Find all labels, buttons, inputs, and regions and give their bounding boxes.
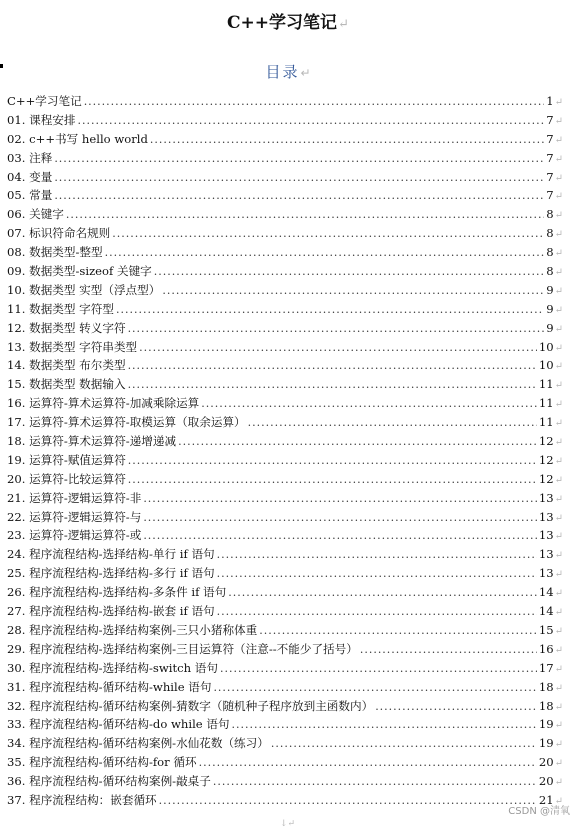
paragraph-mark: ↵ bbox=[554, 720, 563, 732]
toc-entry-page-number[interactable]: 1 bbox=[546, 94, 554, 108]
toc-entry[interactable] bbox=[7, 640, 563, 659]
toc-entry-page-number[interactable]: 14 bbox=[538, 604, 554, 619]
toc-entry[interactable] bbox=[7, 678, 563, 697]
dot-leader bbox=[201, 395, 537, 414]
toc-entry-title[interactable]: 09. 数据类型-sizeof 关键字 bbox=[7, 264, 152, 279]
dot-leader bbox=[105, 244, 545, 263]
toc-entry[interactable] bbox=[7, 564, 563, 583]
paragraph-mark: ↵ bbox=[554, 342, 563, 354]
toc-entry-title[interactable]: 04. 变量 bbox=[7, 169, 53, 184]
toc-entry[interactable] bbox=[7, 621, 563, 640]
dot-leader bbox=[259, 622, 537, 641]
toc-heading-text: 目录 bbox=[265, 63, 300, 81]
paragraph-mark: ↵ bbox=[554, 531, 563, 543]
dot-leader bbox=[143, 490, 537, 509]
paragraph-mark: ↵ bbox=[554, 97, 563, 108]
toc-entry-page-number[interactable]: 10 bbox=[538, 358, 554, 373]
toc-entry[interactable] bbox=[7, 583, 563, 602]
paragraph-mark: ↵ bbox=[554, 758, 563, 770]
toc-entry-title[interactable]: 23. 运算符-逻辑运算符-或 bbox=[7, 528, 142, 543]
toc-entry[interactable] bbox=[7, 545, 563, 564]
toc-entry-title[interactable]: 37. 程序流程结构：嵌套循环 bbox=[7, 792, 157, 807]
table-of-contents bbox=[7, 92, 563, 810]
dot-leader bbox=[112, 225, 544, 244]
toc-entry[interactable] bbox=[7, 772, 563, 791]
paragraph-mark: ↵ bbox=[554, 795, 563, 807]
toc-entry-page-number[interactable]: 11 bbox=[538, 396, 554, 411]
toc-entry-page-number[interactable]: 8 bbox=[546, 245, 554, 260]
toc-entry[interactable] bbox=[7, 92, 563, 111]
toc-entry[interactable] bbox=[7, 130, 563, 149]
toc-entry[interactable] bbox=[7, 186, 563, 205]
dot-leader bbox=[150, 131, 544, 150]
toc-entry-page-number[interactable]: 8 bbox=[546, 207, 554, 222]
dot-leader bbox=[213, 679, 536, 698]
toc-entry-title[interactable]: 10. 数据类型 实型（浮点型） bbox=[7, 282, 161, 297]
toc-entry[interactable] bbox=[7, 262, 563, 281]
paragraph-mark: ↵ bbox=[554, 493, 563, 505]
csdn-watermark: CSDN @清氧 bbox=[508, 806, 570, 817]
toc-entry[interactable] bbox=[7, 319, 563, 338]
toc-entry-title[interactable]: 25. 程序流程结构-选择结构-多行 if 语句 bbox=[7, 566, 215, 581]
toc-entry-page-number[interactable]: 7 bbox=[546, 112, 554, 127]
toc-entry-title[interactable]: 36. 程序流程结构-循环结构案例-敲桌子 bbox=[7, 774, 211, 789]
toc-entry-title[interactable]: 13. 数据类型 字符串类型 bbox=[7, 339, 138, 354]
dot-leader bbox=[162, 282, 544, 301]
toc-entry-page-number[interactable]: 9 bbox=[546, 320, 554, 335]
paragraph-mark: ↵ bbox=[554, 267, 563, 279]
dot-leader bbox=[248, 414, 537, 433]
toc-entry-page-number[interactable]: 7 bbox=[546, 188, 554, 203]
toc-entry[interactable] bbox=[7, 168, 563, 187]
toc-entry-page-number[interactable]: 13 bbox=[538, 566, 554, 581]
toc-entry-page-number[interactable]: 13 bbox=[538, 490, 554, 505]
dot-leader bbox=[271, 735, 537, 754]
toc-entry-page-number[interactable]: 11 bbox=[538, 377, 554, 392]
paragraph-mark: ↵ bbox=[554, 248, 563, 260]
dot-leader bbox=[128, 320, 545, 339]
toc-entry[interactable] bbox=[7, 734, 563, 753]
toc-entry-page-number[interactable]: 7 bbox=[546, 169, 554, 184]
toc-entry-title[interactable]: 16. 运算符-算术运算符-加减乘除运算 bbox=[7, 396, 200, 411]
paragraph-mark: ↵ bbox=[554, 625, 563, 637]
toc-entry-title[interactable]: 19. 运算符-赋值运算符 bbox=[7, 452, 126, 467]
toc-entry-title[interactable]: 32. 程序流程结构-循环结构案例-猜数字（随机种子程序放到主函数内） bbox=[7, 698, 374, 713]
toc-entry-page-number[interactable]: 20 bbox=[538, 774, 554, 789]
toc-entry-title[interactable]: 27. 程序流程结构-选择结构-嵌套 if 语句 bbox=[7, 604, 215, 619]
toc-entry-page-number[interactable]: 20 bbox=[538, 755, 554, 770]
paragraph-mark: ↵ bbox=[554, 474, 563, 486]
toc-entry-title[interactable]: 11. 数据类型 字符型 bbox=[7, 301, 114, 316]
paragraph-mark: ↵ bbox=[554, 361, 563, 373]
dot-leader bbox=[143, 509, 537, 528]
toc-entry[interactable] bbox=[7, 659, 563, 678]
toc-entry[interactable] bbox=[7, 470, 563, 489]
paragraph-mark: ↵ bbox=[300, 66, 311, 80]
toc-entry-page-number[interactable]: 17 bbox=[538, 660, 554, 675]
toc-entry-title[interactable]: 17. 运算符-算术运算符-取模运算（取余运算） bbox=[7, 415, 246, 430]
dot-leader bbox=[143, 527, 537, 546]
toc-entry-page-number[interactable]: 13 bbox=[538, 509, 554, 524]
toc-entry-title[interactable]: 34. 程序流程结构-循环结构案例-水仙花数（练习） bbox=[7, 736, 269, 751]
toc-entry-title[interactable]: C++学习笔记 bbox=[7, 94, 82, 108]
paragraph-mark: ↵ bbox=[554, 134, 563, 146]
dot-leader bbox=[228, 584, 537, 603]
paragraph-mark: ↵ bbox=[554, 607, 563, 619]
toc-entry-title[interactable]: 03. 注释 bbox=[7, 150, 53, 165]
paragraph-mark: ↵ bbox=[554, 512, 563, 524]
dot-leader bbox=[116, 301, 544, 320]
toc-entry[interactable] bbox=[7, 697, 563, 716]
paragraph-mark: ↵ bbox=[554, 644, 563, 656]
toc-entry-title[interactable]: 35. 程序流程结构-循环结构-for 循环 bbox=[7, 755, 197, 770]
toc-entry-page-number[interactable]: 19 bbox=[538, 736, 554, 751]
toc-entry-page-number[interactable]: 19 bbox=[538, 717, 554, 732]
toc-entry[interactable] bbox=[7, 281, 563, 300]
dot-leader bbox=[199, 754, 537, 773]
dot-leader bbox=[66, 206, 544, 225]
paragraph-mark: ↵ bbox=[554, 418, 563, 430]
toc-entry[interactable] bbox=[7, 111, 563, 130]
toc-entry-page-number[interactable]: 12 bbox=[538, 471, 554, 486]
toc-entry-title[interactable]: 30. 程序流程结构-选择结构-switch 语句 bbox=[7, 660, 218, 675]
toc-entry-page-number[interactable]: 10 bbox=[538, 339, 554, 354]
toc-entry[interactable] bbox=[7, 356, 563, 375]
toc-entry[interactable] bbox=[7, 300, 563, 319]
toc-entry-title[interactable]: 15. 数据类型 数据输入 bbox=[7, 377, 126, 392]
toc-entry-page-number[interactable]: 9 bbox=[546, 282, 554, 297]
toc-entry[interactable] bbox=[7, 602, 563, 621]
toc-entry-title[interactable]: 12. 数据类型 转义字符 bbox=[7, 320, 126, 335]
toc-entry[interactable] bbox=[7, 432, 563, 451]
paragraph-mark: ↵ bbox=[554, 437, 563, 449]
dot-leader bbox=[84, 93, 545, 112]
document-title-text: C++学习笔记 bbox=[227, 13, 338, 33]
toc-entry[interactable] bbox=[7, 791, 563, 810]
toc-entry-page-number[interactable]: 8 bbox=[546, 226, 554, 241]
toc-entry[interactable] bbox=[7, 205, 563, 224]
dot-leader bbox=[128, 357, 537, 376]
dot-leader bbox=[78, 112, 545, 131]
toc-entry-title[interactable]: 29. 程序流程结构-选择结构案例-三目运算符（注意--不能少了括号） bbox=[7, 641, 358, 656]
dot-leader bbox=[159, 792, 537, 811]
toc-entry-page-number[interactable]: 18 bbox=[538, 698, 554, 713]
toc-entry-page-number[interactable]: 12 bbox=[538, 434, 554, 449]
toc-entry-page-number[interactable]: 15 bbox=[538, 622, 554, 637]
dot-leader bbox=[54, 150, 544, 169]
toc-entry-page-number[interactable]: 14 bbox=[538, 585, 554, 600]
toc-entry[interactable] bbox=[7, 413, 563, 432]
toc-entry[interactable] bbox=[7, 338, 563, 357]
toc-entry-page-number[interactable]: 7 bbox=[546, 131, 554, 146]
toc-entry[interactable] bbox=[7, 394, 563, 413]
paragraph-mark: ↵ bbox=[338, 17, 349, 32]
toc-entry-title[interactable]: 31. 程序流程结构-循环结构-while 语句 bbox=[7, 679, 212, 694]
toc-entry[interactable] bbox=[7, 715, 563, 734]
toc-entry-title[interactable]: 33. 程序流程结构-循环结构-do while 语句 bbox=[7, 717, 230, 732]
toc-entry-page-number[interactable]: 16 bbox=[538, 641, 554, 656]
paragraph-mark: ↵ bbox=[554, 285, 563, 297]
toc-heading bbox=[0, 61, 576, 82]
dot-leader bbox=[154, 263, 544, 282]
toc-entry-page-number[interactable]: 9 bbox=[546, 301, 554, 316]
paragraph-mark: ↵ bbox=[554, 569, 563, 581]
dot-leader bbox=[217, 546, 537, 565]
toc-entry-title[interactable]: 02. c++书写 hello world bbox=[7, 131, 148, 146]
toc-entry[interactable] bbox=[7, 375, 563, 394]
toc-entry[interactable] bbox=[7, 243, 563, 262]
toc-entry-page-number[interactable]: 13 bbox=[538, 528, 554, 543]
dot-leader bbox=[217, 565, 537, 584]
toc-entry-title[interactable]: 08. 数据类型-整型 bbox=[7, 245, 103, 260]
toc-entry-page-number[interactable]: 7 bbox=[546, 150, 554, 165]
toc-entry-page-number[interactable]: 11 bbox=[538, 415, 554, 430]
dot-leader bbox=[232, 716, 537, 735]
toc-entry-page-number[interactable]: 8 bbox=[546, 264, 554, 279]
paragraph-mark: ↵ bbox=[554, 323, 563, 335]
paragraph-mark: ↵ bbox=[554, 682, 563, 694]
paragraph-mark: ↵ bbox=[554, 153, 563, 165]
dot-leader bbox=[213, 773, 537, 792]
paragraph-mark: ↵ bbox=[554, 701, 563, 713]
toc-entry[interactable] bbox=[7, 451, 563, 470]
toc-entry-page-number[interactable]: 13 bbox=[538, 547, 554, 562]
dot-leader bbox=[375, 698, 537, 717]
toc-entry[interactable] bbox=[7, 526, 563, 545]
paragraph-mark: ↵ bbox=[554, 455, 563, 467]
toc-entry-title[interactable]: 26. 程序流程结构-选择结构-多条件 if 语句 bbox=[7, 585, 227, 600]
toc-entry[interactable] bbox=[7, 753, 563, 772]
dot-leader bbox=[128, 376, 537, 395]
toc-entry-title[interactable]: 05. 常量 bbox=[7, 188, 53, 203]
paragraph-mark: ↵ bbox=[554, 380, 563, 392]
dot-leader bbox=[128, 452, 537, 471]
toc-entry-title[interactable]: 06. 关键字 bbox=[7, 207, 64, 222]
dot-leader bbox=[178, 433, 537, 452]
dot-leader bbox=[360, 641, 537, 660]
paragraph-mark: ↵ bbox=[554, 115, 563, 127]
toc-entry[interactable] bbox=[7, 508, 563, 527]
toc-entry-title[interactable]: 24. 程序流程结构-选择结构-单行 if 语句 bbox=[7, 547, 215, 562]
toc-entry[interactable] bbox=[7, 224, 563, 243]
toc-entry-title[interactable]: 21. 运算符-逻辑运算符-非 bbox=[7, 490, 142, 505]
dot-leader bbox=[54, 187, 544, 206]
toc-entry-page-number[interactable]: 18 bbox=[538, 679, 554, 694]
toc-entry-page-number[interactable]: 12 bbox=[538, 452, 554, 467]
paragraph-mark: ↵ bbox=[554, 399, 563, 411]
dot-leader bbox=[128, 471, 537, 490]
footer-paragraph-mark: ↓↵ bbox=[280, 819, 296, 829]
toc-entry-title[interactable]: 18. 运算符-算术运算符-递增递减 bbox=[7, 434, 177, 449]
paragraph-mark: ↵ bbox=[554, 304, 563, 316]
toc-entry-page-number[interactable]: 21 bbox=[538, 792, 554, 807]
dot-leader bbox=[217, 603, 537, 622]
paragraph-mark: ↵ bbox=[554, 210, 563, 222]
dot-leader bbox=[139, 339, 537, 358]
toc-entry[interactable] bbox=[7, 149, 563, 168]
toc-entry-title[interactable]: 01. 课程安排 bbox=[7, 112, 76, 127]
paragraph-mark: ↵ bbox=[554, 663, 563, 675]
dot-leader bbox=[220, 660, 537, 679]
document-title bbox=[0, 8, 576, 33]
paragraph-mark: ↵ bbox=[554, 172, 563, 184]
dot-leader bbox=[54, 169, 544, 188]
paragraph-mark: ↵ bbox=[554, 550, 563, 562]
toc-entry-title[interactable]: 14. 数据类型 布尔类型 bbox=[7, 358, 126, 373]
paragraph-mark: ↵ bbox=[554, 229, 563, 241]
paragraph-mark: ↵ bbox=[554, 739, 563, 751]
toc-entry-title[interactable]: 07. 标识符命名规则 bbox=[7, 226, 111, 241]
toc-entry[interactable] bbox=[7, 489, 563, 508]
toc-entry-title[interactable]: 28. 程序流程结构-选择结构案例-三只小猪称体重 bbox=[7, 622, 258, 637]
paragraph-mark: ↵ bbox=[554, 777, 563, 789]
toc-entry-title[interactable]: 20. 运算符-比较运算符 bbox=[7, 471, 126, 486]
paragraph-mark: ↵ bbox=[554, 588, 563, 600]
toc-entry-title[interactable]: 22. 运算符-逻辑运算符-与 bbox=[7, 509, 142, 524]
paragraph-mark: ↵ bbox=[554, 191, 563, 203]
